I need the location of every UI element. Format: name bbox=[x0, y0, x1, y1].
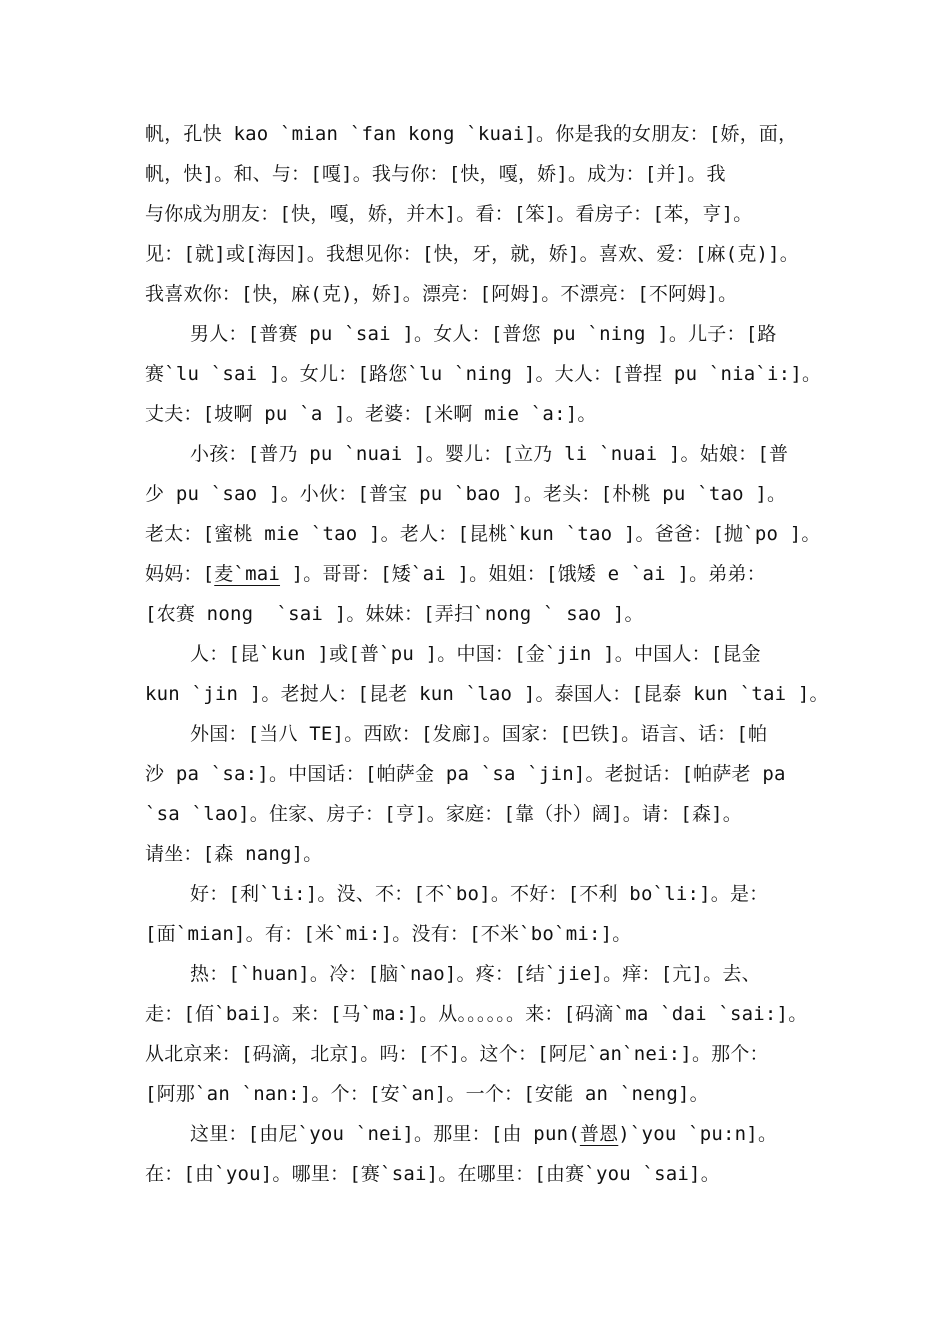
text-line: 热：[`huan]。冷：[脑`nao]。疼：[结`jie]。痒：[亢]。去、 bbox=[190, 963, 761, 985]
text-line: 帆，孔快 kao `mian `fan kong `kuai]。你是我的女朋友：[娇，面， bbox=[145, 123, 798, 145]
text-line: `sa `lao]。住家、房子：[亨]。家庭：[靠（扑）阔]。请：[森]。 bbox=[145, 803, 742, 825]
text-line: 我喜欢你：[快，麻(克)，娇]。漂亮：[阿姆]。不漂亮：[不阿姆]。 bbox=[145, 283, 738, 305]
text-line: [阿那`an `nan:]。个：[安`an]。一个：[安能 an `neng]。 bbox=[145, 1083, 709, 1105]
text-line: 男人：[普赛 pu `sai ]。女人：[普您 pu `ning ]。儿子：[路 bbox=[190, 323, 777, 345]
text-line: 丈夫：[坡啊 pu `a ]。老婆：[米啊 mie `a:]。 bbox=[145, 403, 597, 425]
text-line: 与你成为朋友：[快，嘎，娇，并木]。看：[笨]。看房子：[苯，亨]。 bbox=[145, 203, 753, 225]
text-line: 好：[利`li:]。没、不：[不`bo]。不好：[不利 bo`li:]。是： bbox=[190, 883, 769, 905]
text-line: 在：[由`you]。哪里：[赛`sai]。在哪里：[由赛`you `sai]。 bbox=[145, 1163, 720, 1185]
text-line: 外国：[当八 TE]。西欧：[发廊]。国家：[巴铁]。语言、话：[帕 bbox=[190, 723, 768, 745]
text-line: 沙 pa `sa:]。中国话：[帕萨金 pa `sa `jin]。老挝话：[帕萨老 pa bbox=[145, 763, 786, 785]
text-segment: 这里：[由尼`you `nei]。那里：[由 pun( bbox=[190, 1123, 580, 1145]
text-line: 帆，快]。和、与：[嘎]。我与你：[快，嘎，娇]。成为：[并]。我 bbox=[145, 163, 726, 185]
text-line: 老太：[蜜桃 mie `tao ]。老人：[昆桃`kun `tao ]。爸爸：[抛`po ]。 bbox=[145, 523, 821, 545]
text-line: 请坐：[森 nang]。 bbox=[145, 843, 323, 865]
text-line: 人：[昆`kun ]或[普`pu ]。中国：[金`jin ]。中国人：[昆金 bbox=[190, 643, 761, 665]
text-line-with-underline bbox=[145, 1114, 813, 1154]
text-segment: ]。哥哥：[矮`ai ]。姐姐：[饿矮 e `ai ]。弟弟： bbox=[280, 563, 766, 585]
text-line: 小孩：[普乃 pu `nuai ]。婴儿：[立乃 li `nuai ]。姑娘：[普 bbox=[190, 443, 789, 465]
text-segment: )`you `pu:n]。 bbox=[618, 1123, 778, 1145]
text-line: 从北京来：[码滴，北京]。吗：[不]。这个：[阿尼`an`nei:]。那个： bbox=[145, 1043, 769, 1065]
text-line: [面`mian]。有：[米`mi:]。没有：[不米`bo`mi:]。 bbox=[145, 923, 632, 945]
text-line: 赛`lu `sai ]。女儿：[路您`lu `ning ]。大人：[普捏 pu `nia`i:]。 bbox=[145, 363, 822, 385]
text-line: 见：[就]或[海因]。我想见你：[快，牙，就，娇]。喜欢、爱：[麻(克)]。 bbox=[145, 243, 799, 265]
text-segment: 妈妈：[ bbox=[145, 563, 215, 585]
text-line-with-underline bbox=[145, 554, 813, 594]
text-line: [农赛 nong `sai ]。妹妹：[弄扫`nong ` sao ]。 bbox=[145, 603, 644, 625]
text-line: kun `jin ]。老挝人：[昆老 kun `lao ]。泰国人：[昆泰 kun `tai ]。 bbox=[145, 683, 829, 705]
text-line: 少 pu `sao ]。小伙：[普宝 pu `bao ]。老头：[朴桃 pu `tao ]。 bbox=[145, 483, 787, 505]
underlined-term: 普恩 bbox=[579, 1123, 619, 1145]
document-body bbox=[145, 114, 829, 1194]
underlined-term: 麦`mai bbox=[214, 563, 281, 585]
text-line: 走：[佰`bai]。来：[马`ma:]。从。。。。。。来：[码滴`ma `dai `sai:]。 bbox=[145, 1003, 808, 1025]
